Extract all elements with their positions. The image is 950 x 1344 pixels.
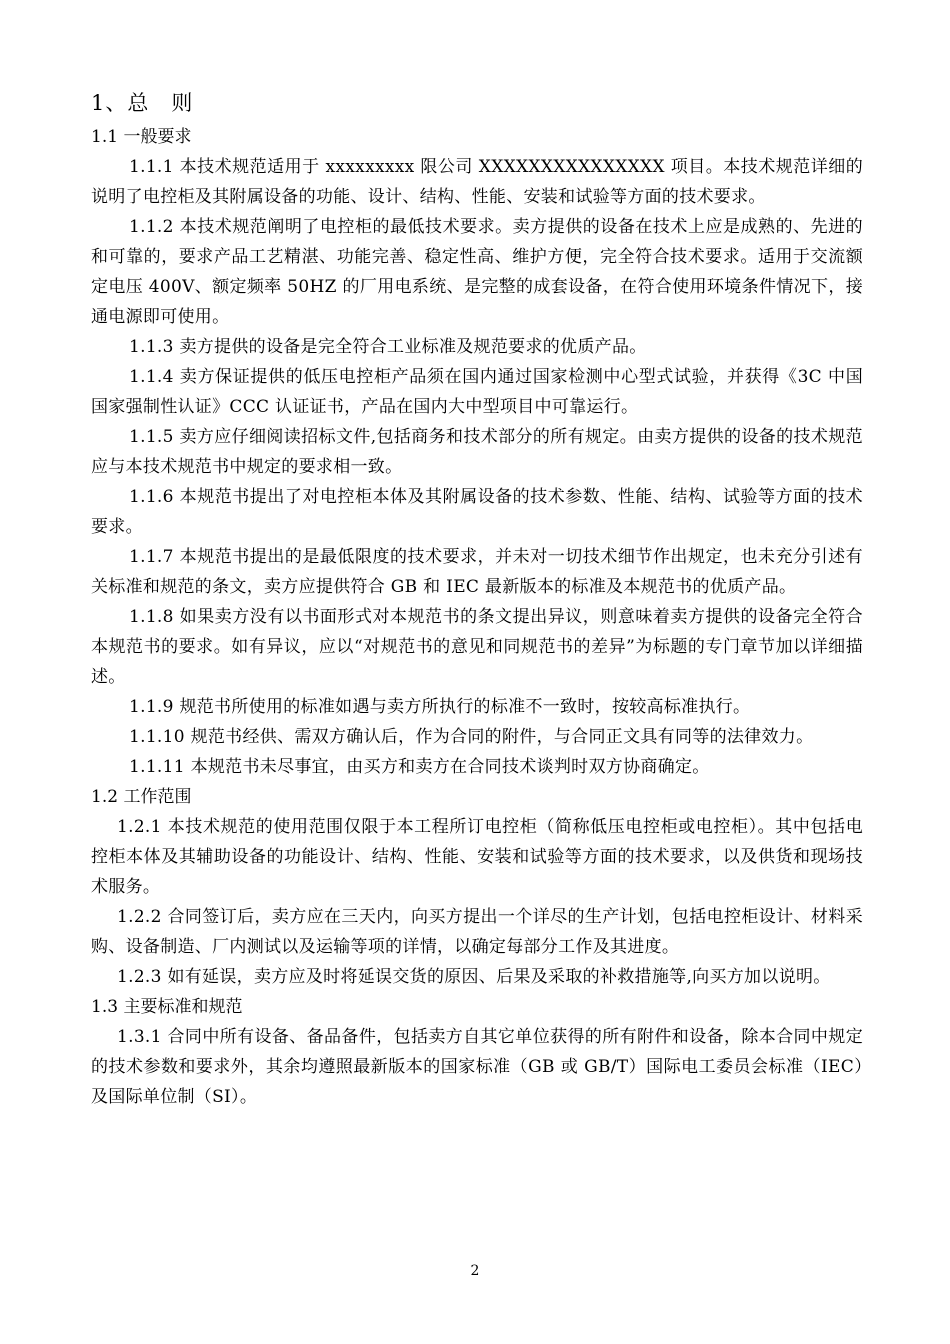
section-heading-general: 1.1 一般要求: [91, 127, 192, 147]
paragraph-1-3-1: 1.3.1 合同中所有设备、备品备件，包括卖方自其它单位获得的所有附件和设备，除本合同中规定的技术参数和要求外，其余均遵照最新版本的国家标准（GB 或 GB/T）国际电工委员会标准（IEC）及国际单位制（SI）。: [91, 1027, 863, 1107]
chapter-heading: 1、总 则: [91, 91, 194, 115]
section-heading-standards: 1.3 主要标准和规范: [91, 997, 243, 1017]
paragraph-1-1-9: 1.1.9 规范书所使用的标准如遇与卖方所执行的标准不一致时，按较高标准执行。: [129, 697, 751, 717]
paragraph-1-1-3: 1.1.3 卖方提供的设备是完全符合工业标准及规范要求的优质产品。: [129, 337, 647, 357]
paragraph-1-1-11: 1.1.11 本规范书未尽事宜，由买方和卖方在合同技术谈判时双方协商确定。: [129, 757, 710, 777]
paragraph-1-1-8: 1.1.8 如果卖方没有以书面形式对本规范书的条文提出异议，则意味着卖方提供的设备完全符合本规范书的要求。如有异议，应以“对规范书的意见和同规范书的差异”为标题的专门章节加以详细描述。: [91, 607, 863, 687]
paragraph-1-1-7: 1.1.7 本规范书提出的是最低限度的技术要求，并未对一切技术细节作出规定，也未充分引述有关标准和规范的条文，卖方应提供符合 GB 和 IEC 最新版本的标准及本规范书的优质产品。: [91, 547, 863, 597]
document-body: [91, 88, 863, 1112]
section-heading-scope: 1.2 工作范围: [91, 787, 192, 807]
paragraph-1-2-3: 1.2.3 如有延误，卖方应及时将延误交货的原因、后果及采取的补救措施等,向买方加以说明。: [117, 967, 831, 987]
paragraph-1-1-2: 1.1.2 本技术规范阐明了电控柜的最低技术要求。卖方提供的设备在技术上应是成熟的、先进的和可靠的，要求产品工艺精湛、功能完善、稳定性高、维护方便，完全符合技术要求。适用于交流额定电压 400V、额定频率 50HZ 的厂用电系统、是完整的成套设备，在符合使用环境条件情况下，接通电源即可使用。: [91, 217, 863, 327]
paragraph-1-2-1: 1.2.1 本技术规范的使用范围仅限于本工程所订电控柜（简称低压电控柜或电控柜）。其中包括电控柜本体及其辅助设备的功能设计、结构、性能、安装和试验等方面的技术要求，以及供货和现场技术服务。: [91, 817, 863, 897]
paragraph-1-1-6: 1.1.6 本规范书提出了对电控柜本体及其附属设备的技术参数、性能、结构、试验等方面的技术要求。: [91, 487, 863, 537]
paragraph-1-1-10: 1.1.10 规范书经供、需双方确认后，作为合同的附件，与合同正文具有同等的法律效力。: [129, 727, 814, 747]
paragraph-1-2-2: 1.2.2 合同签订后，卖方应在三天内，向买方提出一个详尽的生产计划，包括电控柜设计、材料采购、设备制造、厂内测试以及运输等项的详情，以确定每部分工作及其进度。: [91, 907, 863, 957]
paragraph-1-1-4: 1.1.4 卖方保证提供的低压电控柜产品须在国内通过国家检测中心型式试验，并获得《3C 中国国家强制性认证》CCC 认证证书，产品在国内大中型项目中可靠运行。: [91, 367, 863, 417]
page-number: 2: [470, 1263, 480, 1279]
paragraph-1-1-1: 1.1.1 本技术规范适用于 xxxxxxxxx 限公司 XXXXXXXXXXXXXXX 项目。本技术规范详细的说明了电控柜及其附属设备的功能、设计、结构、性能、安装和试验等方面的技术要求。: [91, 157, 863, 207]
paragraph-1-1-5: 1.1.5 卖方应仔细阅读招标文件,包括商务和技术部分的所有规定。由卖方提供的设备的技术规范应与本技术规范书中规定的要求相一致。: [91, 427, 863, 477]
